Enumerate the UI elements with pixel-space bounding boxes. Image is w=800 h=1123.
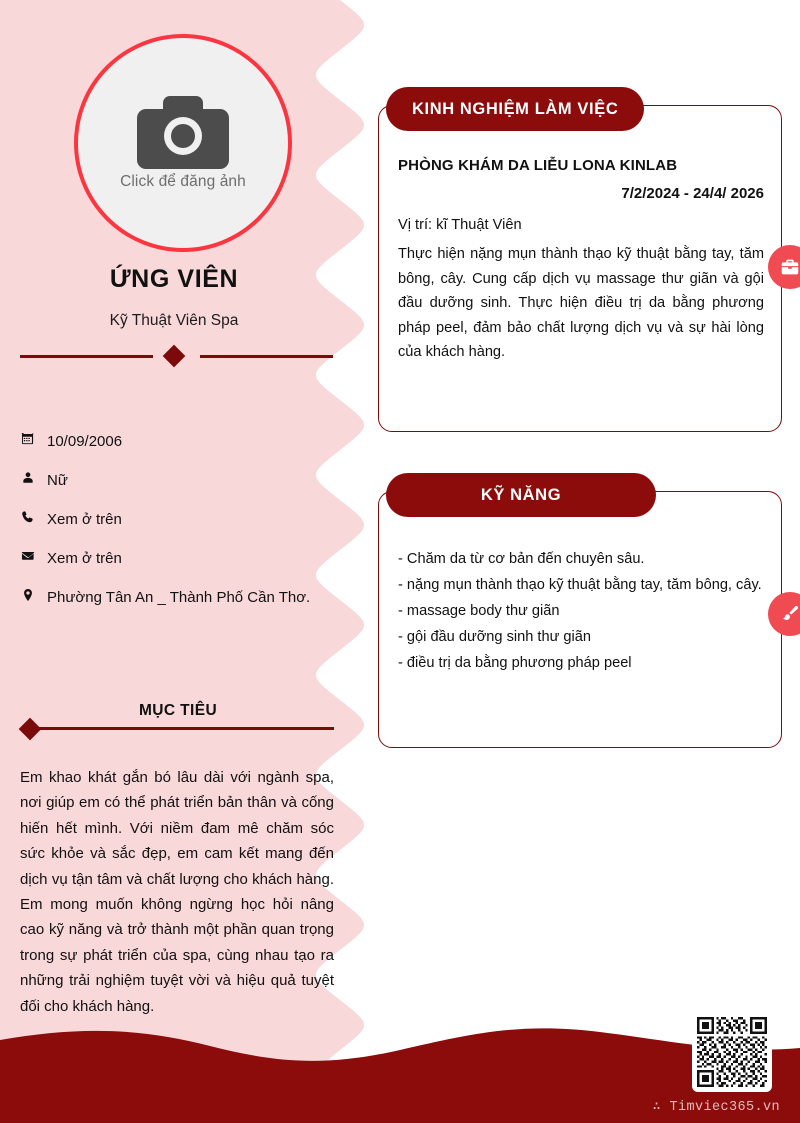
- contact-item-address: [20, 588, 340, 608]
- skill-item: - Chăm da từ cơ bản đến chuyên sâu.: [398, 551, 645, 567]
- phone-icon: [20, 510, 47, 524]
- skills-badge: KỸ NĂNG: [386, 473, 656, 517]
- photo-upload-placeholder[interactable]: [74, 34, 292, 252]
- experience-badge: KINH NGHIỆM LÀM VIỆC: [386, 87, 644, 131]
- experience-position: Vị trí: kĩ Thuật Viên: [398, 217, 522, 233]
- candidate-role: Kỹ Thuật Viên Spa: [109, 312, 239, 329]
- qr-code[interactable]: [692, 1012, 772, 1092]
- contact-item-email: [20, 549, 340, 569]
- contact-item-birthdate: [20, 432, 340, 452]
- name-divider: [20, 345, 333, 367]
- skill-item: - gội đầu dưỡng sinh thư giãn: [398, 629, 592, 645]
- section-experience: [372, 87, 800, 432]
- contact-value: Xem ở trên: [47, 511, 122, 528]
- camera-icon: [137, 96, 229, 169]
- experience-description: Thực hiện nặng mụn thành thạo kỹ thuật bằng tay, tăm bông, cây. Cung cấp dịch vụ massage thư giãn và gội đầu dưỡng sinh. Thực hiện điều trị da bằng phương pháp peel, đảm bảo chất lượng dịch vụ và sự hài lòng của khách hàng.: [398, 246, 764, 360]
- candidate-name: ỨNG VIÊN: [109, 265, 239, 293]
- contact-list: [20, 432, 340, 627]
- contact-item-gender: [20, 471, 340, 491]
- envelope-icon: [20, 549, 47, 563]
- contact-item-phone: [20, 510, 340, 530]
- diamond-icon: [19, 718, 42, 741]
- skills-list: [398, 546, 764, 676]
- diamond-icon: [163, 345, 186, 368]
- skill-item: - massage body thư giãn: [398, 603, 560, 619]
- map-pin-icon: [20, 588, 47, 602]
- objective-heading: [22, 702, 334, 732]
- brand-watermark: ∴ Timviec365.vn: [652, 1100, 780, 1115]
- skill-item: - nặng mụn thành thạo kỹ thuật bằng tay, tăm bông, cây.: [398, 577, 762, 593]
- experience-content: [398, 157, 764, 365]
- calendar-icon: [20, 432, 47, 446]
- experience-company: PHÒNG KHÁM DA LIỄU LONA KINLAB: [398, 157, 678, 174]
- objective-title: MỤC TIÊU: [138, 702, 218, 719]
- photo-upload-label: Click để đăng ảnh: [120, 172, 246, 190]
- contact-value: Xem ở trên: [47, 550, 122, 567]
- objective-body: Em khao khát gắn bó lâu dài với ngành spa, nơi giúp em có thể phát triển bản thân và cống hiến hết mình. Với niềm đam mê chăm sóc sức khỏe và sắc đẹp, em cam kết mang đến dịch vụ tận tâm và chất lượng cho khách hàng. Em mong muốn không ngừng học hỏi nâng cao kỹ năng và trở thành một phần quan trọng trong sự phát triển của spa, cùng nhau tạo ra những trải nghiệm tuyệt vời và hiệu quả tuyệt đối cho khách hàng.: [20, 769, 334, 1015]
- section-skills: [372, 473, 800, 748]
- contact-value: Phường Tân An _ Thành Phố Cần Thơ.: [47, 589, 311, 606]
- person-icon: [20, 471, 47, 485]
- sidebar: [0, 0, 360, 1123]
- contact-value: Nữ: [47, 472, 68, 489]
- contact-value: 10/09/2006: [47, 433, 123, 450]
- experience-date: 7/2/2024 - 24/4/ 2026: [621, 185, 764, 202]
- main-content: [372, 0, 800, 1123]
- skill-item: - điều trị da bằng phương pháp peel: [398, 655, 632, 671]
